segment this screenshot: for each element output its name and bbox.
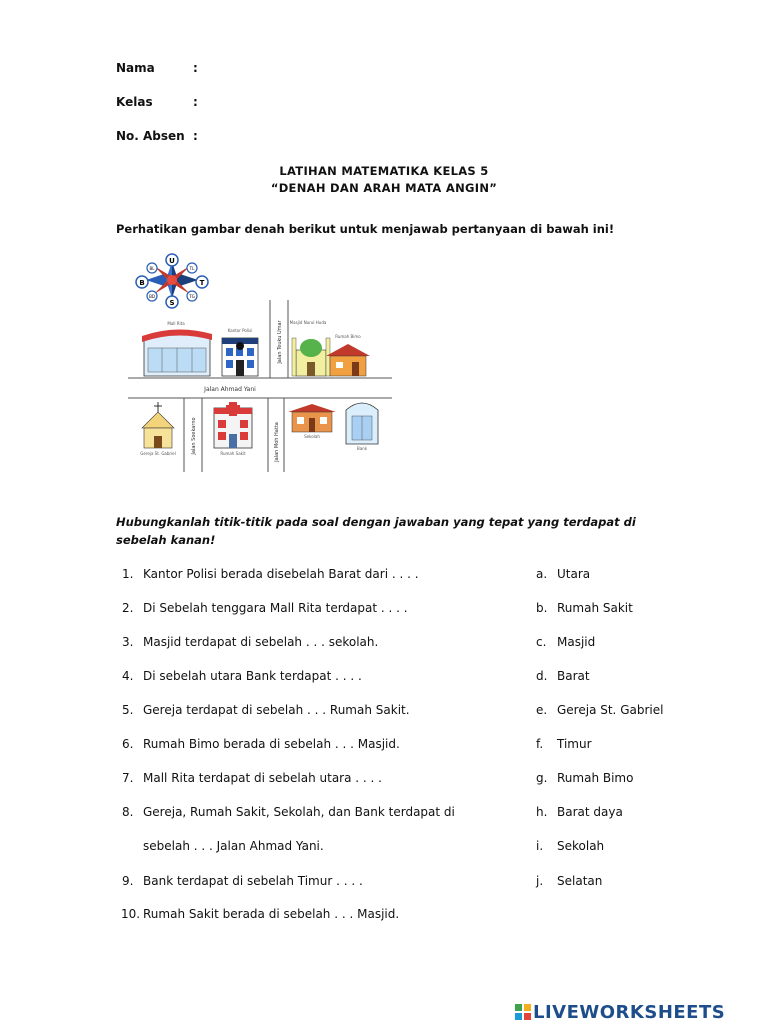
- class-colon: :: [193, 95, 198, 109]
- compass-east: T: [199, 279, 205, 287]
- compass-sw: BD: [149, 294, 155, 299]
- question-text: Gereja, Rumah Sakit, Sekolah, dan Bank terdapat di: [143, 805, 455, 819]
- question-text: Rumah Bimo berada di sebelah . . . Masjid.: [143, 737, 400, 751]
- question-text: Rumah Sakit berada di sebelah . . . Masjid.: [143, 907, 400, 921]
- label-mosque: Masjid Nurul Huda: [289, 320, 327, 325]
- liveworksheets-logo-icon: [515, 1004, 531, 1020]
- question-number: 6.: [122, 737, 134, 751]
- compass-nw: BL: [149, 266, 155, 271]
- road-moh-hatta: Jalan Moh Hatta: [274, 422, 280, 462]
- question-number: 10.: [121, 907, 141, 921]
- answer-letter: e.: [536, 703, 548, 717]
- road-ahmad-yani: Jalan Ahmad Yani: [204, 386, 256, 393]
- hospital-icon: [214, 402, 252, 448]
- compass-south: S: [169, 299, 175, 307]
- answer-letter: a.: [536, 567, 548, 581]
- mall-building-icon: [142, 329, 212, 376]
- road-teuku-umar: Jalan Teuku Umar: [277, 320, 283, 364]
- label-hospital: Rumah Sakit: [220, 451, 246, 456]
- church-icon: [142, 402, 174, 448]
- question-text: Kantor Polisi berada disebelah Barat dari . . . .: [143, 567, 419, 581]
- question-text: Bank terdapat di sebelah Timur . . . .: [143, 874, 363, 888]
- house-icon: [326, 344, 370, 376]
- mosque-icon: [292, 338, 330, 376]
- police-station-icon: [222, 338, 258, 376]
- name-colon: :: [193, 61, 198, 75]
- answer-letter: c.: [536, 635, 547, 649]
- question-text: Masjid terdapat di sebelah . . . sekolah.: [143, 635, 379, 649]
- question-number: 7.: [122, 771, 134, 785]
- instruction-match: Hubungkanlah titik-titik pada soal dengan jawaban yang tepat yang terdapat di sebelah kanan!: [116, 515, 636, 547]
- question-number: 2.: [122, 601, 134, 615]
- label-police: Kantor Polisi: [227, 328, 253, 333]
- liveworksheets-logo-text: LIVEWORKSHEETS: [533, 1002, 726, 1023]
- compass-north: U: [169, 257, 175, 265]
- question-number: 9.: [122, 874, 134, 888]
- question-number: 1.: [122, 567, 134, 581]
- label-church: Gereja St. Gabriel: [140, 451, 176, 456]
- question-text: Mall Rita terdapat di sebelah utara . . . .: [143, 771, 382, 785]
- compass-ne: TL: [189, 266, 195, 271]
- compass-west: B: [139, 279, 145, 287]
- question-number: 8.: [122, 805, 134, 819]
- worksheet-subtitle: “DENAH DAN ARAH MATA ANGIN”: [270, 181, 498, 195]
- liveworksheets-logo: [515, 1002, 725, 1023]
- answer-letter: b.: [536, 601, 548, 615]
- class-label: Kelas: [116, 95, 153, 109]
- worksheet-title: LATIHAN MATEMATIKA KELAS 5: [279, 164, 489, 178]
- answer-option[interactable]: Sekolah: [557, 839, 605, 853]
- answer-option[interactable]: Gereja St. Gabriel: [557, 703, 664, 717]
- label-bank: Bank: [356, 446, 368, 451]
- answer-letter: h.: [536, 805, 548, 819]
- label-rumah-bimo: Rumah Bimo: [335, 334, 361, 339]
- compass-se: TG: [189, 294, 195, 299]
- answer-letter: i.: [536, 839, 544, 853]
- map-illustration: [126, 252, 396, 474]
- question-number: 4.: [122, 669, 134, 683]
- question-number: 5.: [122, 703, 134, 717]
- answer-option[interactable]: Rumah Bimo: [557, 771, 634, 785]
- answer-option[interactable]: Timur: [557, 737, 592, 751]
- question-text: Di Sebelah tenggara Mall Rita terdapat . . . .: [143, 601, 408, 615]
- answer-option[interactable]: Utara: [557, 567, 591, 581]
- question-text: sebelah . . . Jalan Ahmad Yani.: [143, 839, 324, 853]
- answer-letter: g.: [536, 771, 548, 785]
- answer-letter: j.: [536, 874, 544, 888]
- bank-icon: [346, 403, 378, 444]
- answer-option[interactable]: Barat: [557, 669, 590, 683]
- question-number: 3.: [122, 635, 134, 649]
- answer-option[interactable]: Selatan: [557, 874, 603, 888]
- answer-letter: d.: [536, 669, 548, 683]
- absen-label: No. Absen: [116, 129, 185, 143]
- name-label: Nama: [116, 61, 155, 75]
- answer-option[interactable]: Masjid: [557, 635, 596, 649]
- label-mall: Mall Rita: [167, 321, 185, 326]
- answer-option[interactable]: Barat daya: [557, 805, 623, 819]
- absen-colon: :: [193, 129, 198, 143]
- question-text: Di sebelah utara Bank terdapat . . . .: [143, 669, 362, 683]
- question-text: Gereja terdapat di sebelah . . . Rumah Sakit.: [143, 703, 410, 717]
- answer-letter: f.: [536, 737, 544, 751]
- road-soekarno: Jalan Soekarno: [191, 417, 197, 455]
- label-school: Sekolah: [304, 434, 320, 439]
- school-icon: [288, 404, 336, 432]
- answer-option[interactable]: Rumah Sakit: [557, 601, 633, 615]
- instruction-map: Perhatikan gambar denah berikut untuk menjawab pertanyaan di bawah ini!: [116, 222, 615, 236]
